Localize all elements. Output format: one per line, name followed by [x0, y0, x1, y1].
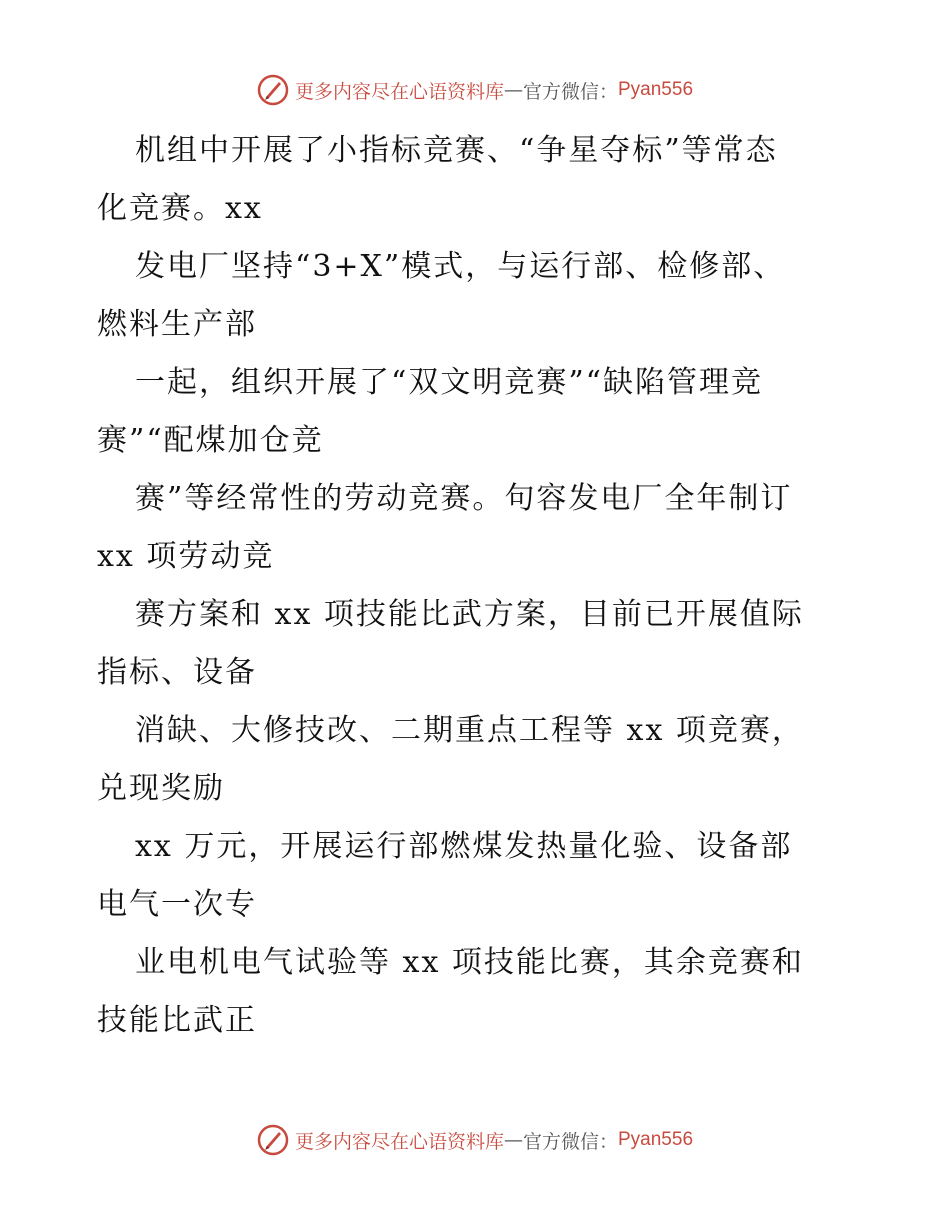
paragraph-line: 赛”“配煤加仓竞	[97, 423, 324, 458]
paragraph-line: 一起，组织开展了“双文明竞赛”“缺陷管理竞	[135, 365, 764, 400]
paragraph	[97, 702, 857, 818]
watermark-site-text: 更多内容尽在心语资料库	[294, 80, 504, 103]
paragraph-line: 消缺、大修技改、二期重点工程等 xx 项竞赛，	[135, 713, 804, 748]
paragraph-line: 兑现奖励	[97, 771, 225, 806]
document-body	[97, 122, 857, 1050]
header-watermark	[0, 70, 950, 110]
footer-watermark	[0, 1120, 950, 1160]
paragraph-line: 业电机电气试验等 xx 项技能比赛，其余竞赛和	[135, 945, 804, 980]
paragraph-line: 技能比武正	[97, 1003, 257, 1038]
quill-pen-logo-icon	[257, 74, 289, 106]
watermark-dash: —	[503, 79, 523, 101]
watermark-dash: —	[503, 1129, 523, 1151]
paragraph	[97, 354, 857, 470]
paragraph	[97, 470, 857, 586]
paragraph-line: xx 万元，开展运行部燃煤发热量化验、设备部	[135, 829, 793, 864]
quill-pen-logo-icon	[257, 1124, 289, 1156]
watermark-site-text: 更多内容尽在心语资料库	[294, 1130, 504, 1153]
paragraph	[97, 818, 857, 934]
paragraph-line: 赛方案和 xx 项技能比武方案，目前已开展值际	[135, 597, 804, 632]
paragraph-line: 发电厂坚持“3+X”模式，与运行部、检修部、	[135, 249, 786, 284]
paragraph	[97, 586, 857, 702]
paragraph-line: 电气一次专	[97, 887, 257, 922]
paragraph-line: 化竞赛。xx	[97, 191, 263, 226]
paragraph-line: 赛”等经常性的劳动竞赛。句容发电厂全年制订	[135, 481, 793, 516]
paragraph-line: xx 项劳动竞	[97, 539, 275, 574]
paragraph-line: 指标、设备	[97, 655, 257, 690]
paragraph	[97, 934, 857, 1050]
watermark-wechat-id: Pyan556	[618, 79, 694, 100]
watermark-wechat-id: Pyan556	[618, 1129, 694, 1150]
paragraph	[97, 122, 857, 238]
watermark-official-label: 官方微信：	[522, 80, 618, 103]
watermark-official-label: 官方微信：	[522, 1130, 618, 1153]
paragraph-line: 燃料生产部	[97, 307, 257, 342]
paragraph	[97, 238, 857, 354]
paragraph-line: 机组中开展了小指标竞赛、“争星夺标”等常态	[135, 133, 778, 168]
